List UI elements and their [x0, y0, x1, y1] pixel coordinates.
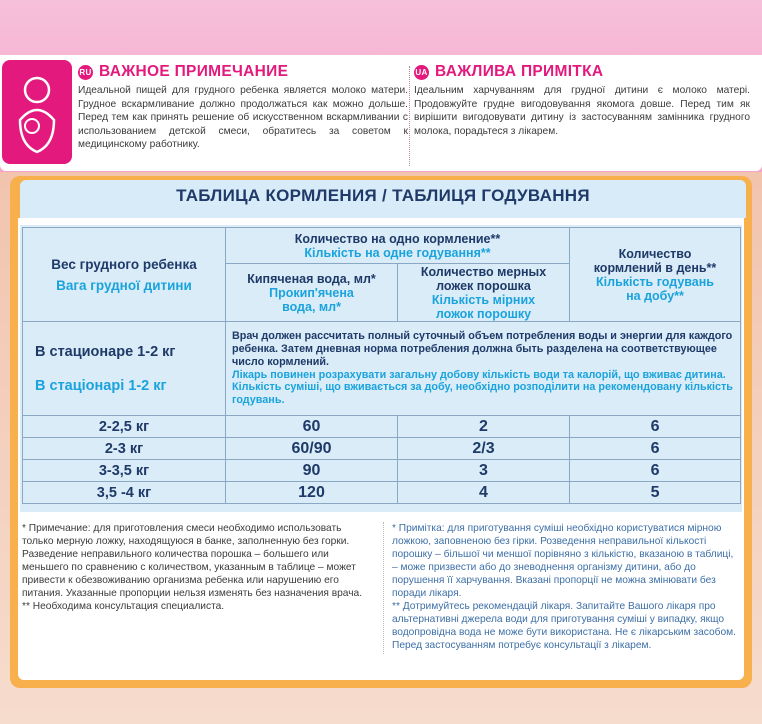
- important-note-ru: [78, 63, 408, 152]
- per-feed-header-ua: Кількість на одне годування**: [304, 245, 491, 260]
- hospital-note-cell: [226, 322, 741, 416]
- scoops-cell: 3: [398, 460, 570, 482]
- table-row: [23, 482, 741, 504]
- feeds-cell: 6: [570, 416, 741, 438]
- table-title: ТАБЛИЦА КОРМЛЕНИЯ / ТАБЛИЦЯ ГОДУВАННЯ: [176, 186, 590, 205]
- water-cell: 90: [226, 460, 398, 482]
- important-note-heading-ru: ВАЖНОЕ ПРИМЕЧАНИЕ: [99, 63, 289, 80]
- footnote-ua: [392, 522, 740, 652]
- water-header-cell: [226, 264, 398, 322]
- important-note-title-ru: [78, 63, 408, 81]
- footnote-ua-1: * Примітка: для приготування суміші необхідно користуватися мірною ложкою, заповненою без гірки. Розведення неправильної кількості порошку – більшої чи меншої порівняно з кількістю, вказаною в таблиці, – може призвести або до зневоднення організму дитини, або до порушення її харчування. Вказані пропорції не можна змінювати без поради лікаря.: [392, 523, 734, 599]
- hospital-label-ua: В стаціонарі 1-2 кг: [35, 377, 167, 394]
- important-note-text-ua: Ідеальним харчуванням для грудної дитини є молоко матері. Продовжуйте грудне вигодовування якомога довше. Перед тим як вирішити вигодовувати дитину із застосуванням замінника грудного молока, порадьтеся з лікарем.: [414, 85, 750, 137]
- per-feed-header-ru: Количество на одно кормление**: [294, 231, 501, 246]
- table-header-row: [23, 228, 741, 264]
- feeds-header-ru: Количество кормлений в день**: [593, 246, 717, 275]
- feeds-cell: 5: [570, 482, 741, 504]
- feeding-table: [22, 227, 741, 504]
- weight-cell: 3-3,5 кг: [23, 460, 226, 482]
- mother-baby-icon: [2, 60, 72, 164]
- scoops-cell: 2: [398, 416, 570, 438]
- important-note-ua: [414, 63, 750, 138]
- feeds-cell: 6: [570, 438, 741, 460]
- footnote-ua-2: ** Дотримуйтесь рекомендацій лікаря. Запитайте Вашого лікаря про альтернативні джерела води для приготування суміші у випадку, якщо водопровідна вода не може бути використана. Не є лікарським засобом. Перед застосуванням потребує консультації з лікарем.: [392, 601, 736, 651]
- scoops-cell: 4: [398, 482, 570, 504]
- water-header-ru: Кипяченая вода, мл*: [247, 271, 376, 286]
- hospital-note-ru: Врач должен рассчитать полный суточный объем потребления воды и энергии для каждого ребенка. Затем дневная норма потребления должна быть разделена на соответствующее число кормлений.: [232, 330, 733, 368]
- weight-cell: 2-3 кг: [23, 438, 226, 460]
- ru-badge-icon: RU: [78, 65, 93, 80]
- footnote-divider: [383, 522, 384, 654]
- water-cell: 60: [226, 416, 398, 438]
- scoops-header-ru: Количество мерных ложек порошка: [420, 264, 547, 293]
- hospital-label-ru: В стационаре 1-2 кг: [35, 343, 176, 360]
- per-feed-header-cell: [226, 228, 570, 264]
- feeds-header-ua: Кількість годувань на добу**: [596, 274, 714, 303]
- weight-cell: 2-2,5 кг: [23, 416, 226, 438]
- water-header-ua: Прокип'ячена вода, мл*: [269, 285, 354, 314]
- important-note-heading-ua: ВАЖЛИВА ПРИМІТКА: [435, 63, 604, 80]
- footnote-ru-1: * Примечание: для приготовления смеси необходимо использовать только мерную ложку, находящуюся в банке, заполненную без горки. Разведение неправильного количества порошка – большего или меньшего по сравнению с количеством, указанным в таблице – может привести к обезвоживанию организма ребенка или нарушению его питания. Указанные пропорции нельзя изменять без назначения врача.: [22, 523, 363, 599]
- hospital-weight-cell: [23, 322, 226, 416]
- table-row: [23, 416, 741, 438]
- feeds-header-cell: [570, 228, 741, 322]
- scoops-cell: 2/3: [398, 438, 570, 460]
- table-row: [23, 438, 741, 460]
- water-cell: 120: [226, 482, 398, 504]
- table-row: [23, 460, 741, 482]
- scoops-header-cell: [398, 264, 570, 322]
- important-note-title-ua: [414, 63, 750, 81]
- scoops-header-ua: Кількість мірних ложок порошку: [431, 292, 536, 321]
- important-note-text-ru: Идеальной пищей для грудного ребенка является молоко матери. Грудное вскармливание должно продолжаться как можно дольше. Перед тем как принять решение об искусственном вскармливании с использованием детской смеси, обратитесь за советом к медицинскому работнику.: [78, 85, 408, 150]
- weight-header-cell: [23, 228, 226, 322]
- feeds-cell: 6: [570, 460, 741, 482]
- hospital-row: [23, 322, 741, 416]
- hospital-note-ua: Лікарь повинен розрахувати загальну добову кількість води та калорій, що вживає дитина. Кількість суміші, що вживається за добу, необхідно розподілити на рекомендовану кількість годувань.: [232, 368, 733, 407]
- footnote-ru: [22, 522, 372, 613]
- note-divider: [409, 66, 410, 166]
- weight-header-ru: Вес грудного ребенка: [51, 256, 197, 272]
- ua-badge-icon: UA: [414, 65, 429, 80]
- footnote-ru-2: ** Необходима консультация специалиста.: [22, 601, 225, 612]
- water-cell: 60/90: [226, 438, 398, 460]
- weight-cell: 3,5 -4 кг: [23, 482, 226, 504]
- weight-header-ua: Вага грудної дитини: [56, 277, 192, 293]
